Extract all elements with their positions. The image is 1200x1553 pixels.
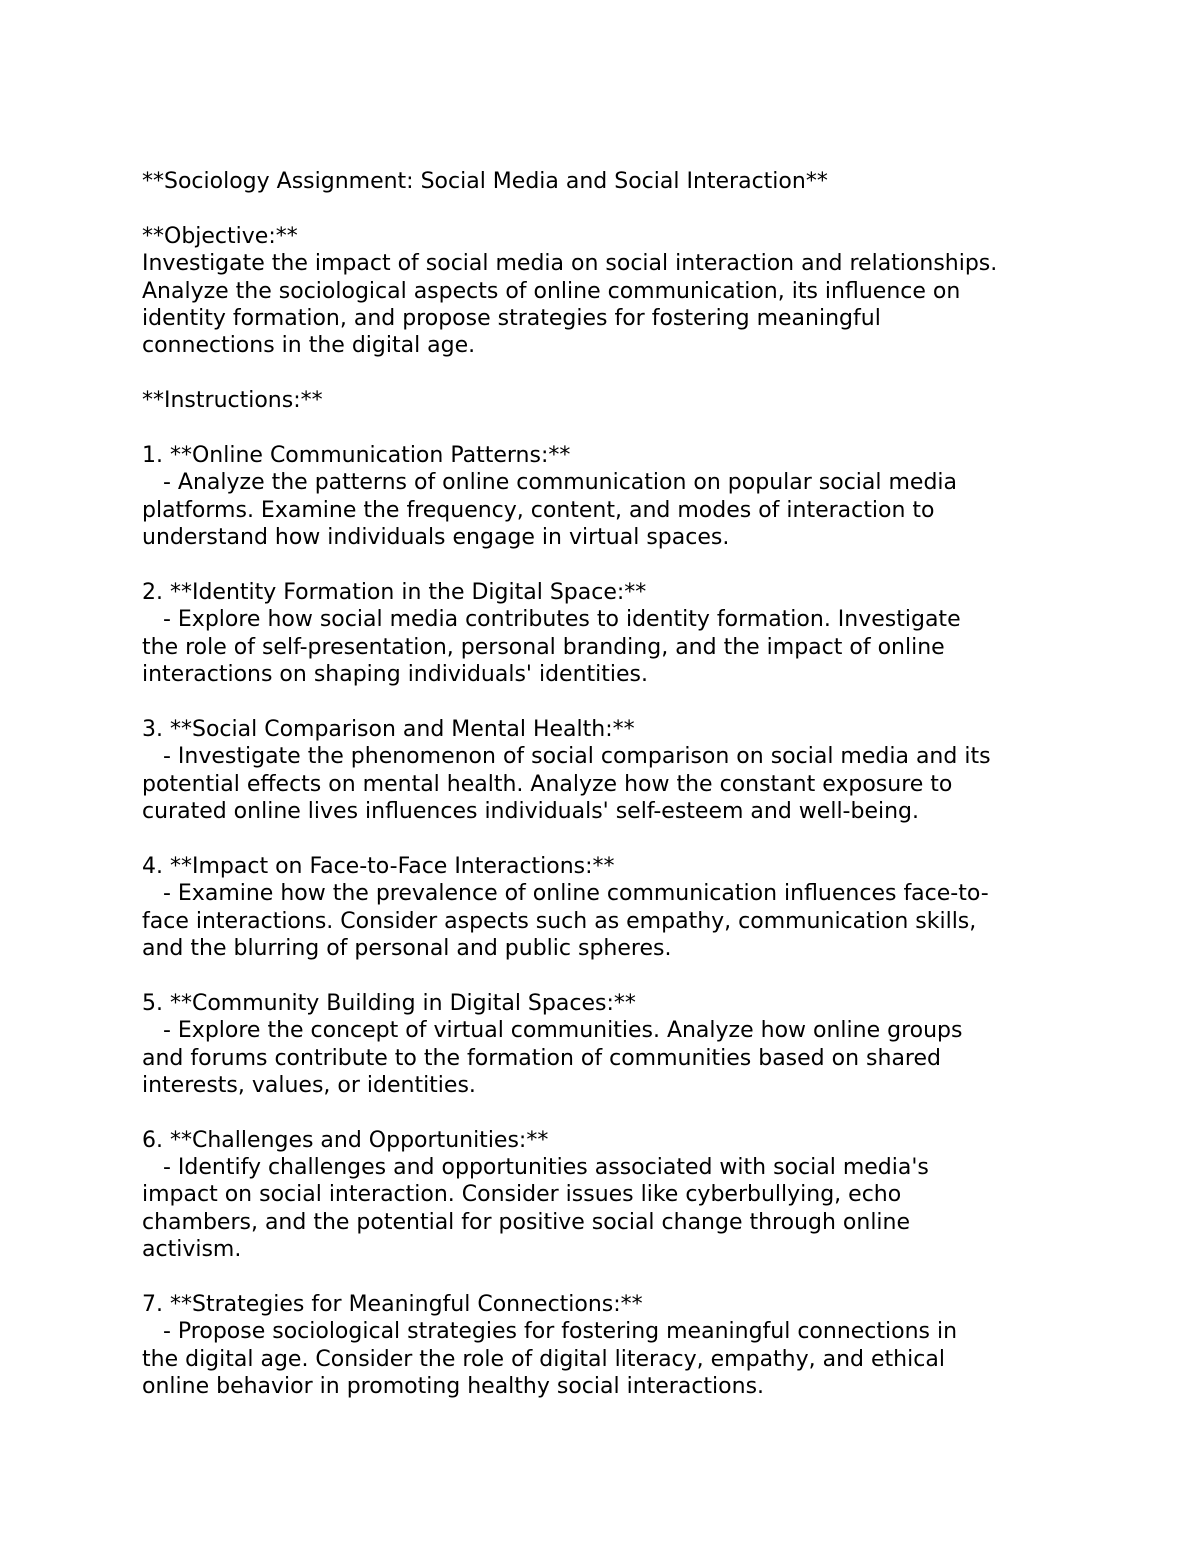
instruction-5-heading: 5. **Community Building in Digital Spaces:** bbox=[142, 990, 636, 1016]
instruction-7-line: online behavior in promoting healthy social interactions. bbox=[142, 1374, 765, 1400]
instruction-3-line: - Investigate the phenomenon of social comparison on social media and its bbox=[142, 744, 991, 770]
instruction-2-line: - Explore how social media contributes to identity formation. Investigate bbox=[142, 607, 961, 633]
instruction-2-line: interactions on shaping individuals' identities. bbox=[142, 662, 648, 688]
instruction-2-line: the role of self-presentation, personal branding, and the impact of online bbox=[142, 634, 945, 660]
blank-line bbox=[142, 415, 1102, 442]
instruction-5-line: - Explore the concept of virtual communities. Analyze how online groups bbox=[142, 1018, 963, 1044]
blank-line bbox=[142, 1099, 1102, 1126]
document-title: **Sociology Assignment: Social Media and Social Interaction** bbox=[142, 169, 828, 194]
instruction-1-line: platforms. Examine the frequency, content, and modes of interaction to bbox=[142, 497, 935, 523]
instruction-6-line: chambers, and the potential for positive social change through online bbox=[142, 1209, 911, 1235]
instruction-6-line: - Identify challenges and opportunities associated with social media's bbox=[142, 1155, 929, 1181]
objective-line: connections in the digital age. bbox=[142, 333, 476, 359]
instructions-heading: **Instructions:** bbox=[142, 388, 323, 414]
document-body bbox=[142, 168, 1102, 1401]
instruction-7-line: the digital age. Consider the role of digital literacy, empathy, and ethical bbox=[142, 1346, 945, 1372]
objective-line: Analyze the sociological aspects of online communication, its influence on bbox=[142, 278, 961, 304]
instruction-6-line: impact on social interaction. Consider issues like cyberbullying, echo bbox=[142, 1182, 902, 1208]
instruction-7-heading: 7. **Strategies for Meaningful Connections:** bbox=[142, 1292, 643, 1318]
instruction-4-line: face interactions. Consider aspects such as empathy, communication skills, bbox=[142, 908, 977, 934]
instruction-5-line: and forums contribute to the formation of communities based on shared bbox=[142, 1045, 941, 1071]
blank-line bbox=[142, 825, 1102, 852]
instruction-3-line: curated online lives influences individuals' self-esteem and well-being. bbox=[142, 798, 920, 824]
blank-line bbox=[142, 962, 1102, 989]
instruction-1-line: understand how individuals engage in virtual spaces. bbox=[142, 525, 730, 551]
instruction-4-line: - Examine how the prevalence of online communication influences face-to- bbox=[142, 881, 989, 907]
instruction-4-heading: 4. **Impact on Face-to-Face Interactions:** bbox=[142, 853, 615, 879]
instruction-3-heading: 3. **Social Comparison and Mental Health:** bbox=[142, 716, 635, 742]
objective-line: identity formation, and propose strategies for fostering meaningful bbox=[142, 305, 881, 331]
instruction-6-line: activism. bbox=[142, 1237, 242, 1263]
instruction-7-line: - Propose sociological strategies for fostering meaningful connections in bbox=[142, 1319, 958, 1345]
blank-line bbox=[142, 688, 1102, 715]
blank-line bbox=[142, 195, 1102, 222]
instruction-4-line: and the blurring of personal and public spheres. bbox=[142, 935, 672, 961]
objective-line: Investigate the impact of social media on social interaction and relationships. bbox=[142, 251, 998, 277]
instruction-1-heading: 1. **Online Communication Patterns:** bbox=[142, 442, 571, 468]
instruction-1-line: - Analyze the patterns of online communication on popular social media bbox=[142, 470, 958, 496]
instruction-3-line: potential effects on mental health. Analyze how the constant exposure to bbox=[142, 771, 953, 797]
blank-line bbox=[142, 360, 1102, 387]
instruction-5-line: interests, values, or identities. bbox=[142, 1072, 476, 1098]
blank-line bbox=[142, 1264, 1102, 1291]
blank-line bbox=[142, 551, 1102, 578]
objective-heading: **Objective:** bbox=[142, 223, 298, 249]
instruction-6-heading: 6. **Challenges and Opportunities:** bbox=[142, 1127, 549, 1153]
instruction-2-heading: 2. **Identity Formation in the Digital Space:** bbox=[142, 579, 647, 605]
